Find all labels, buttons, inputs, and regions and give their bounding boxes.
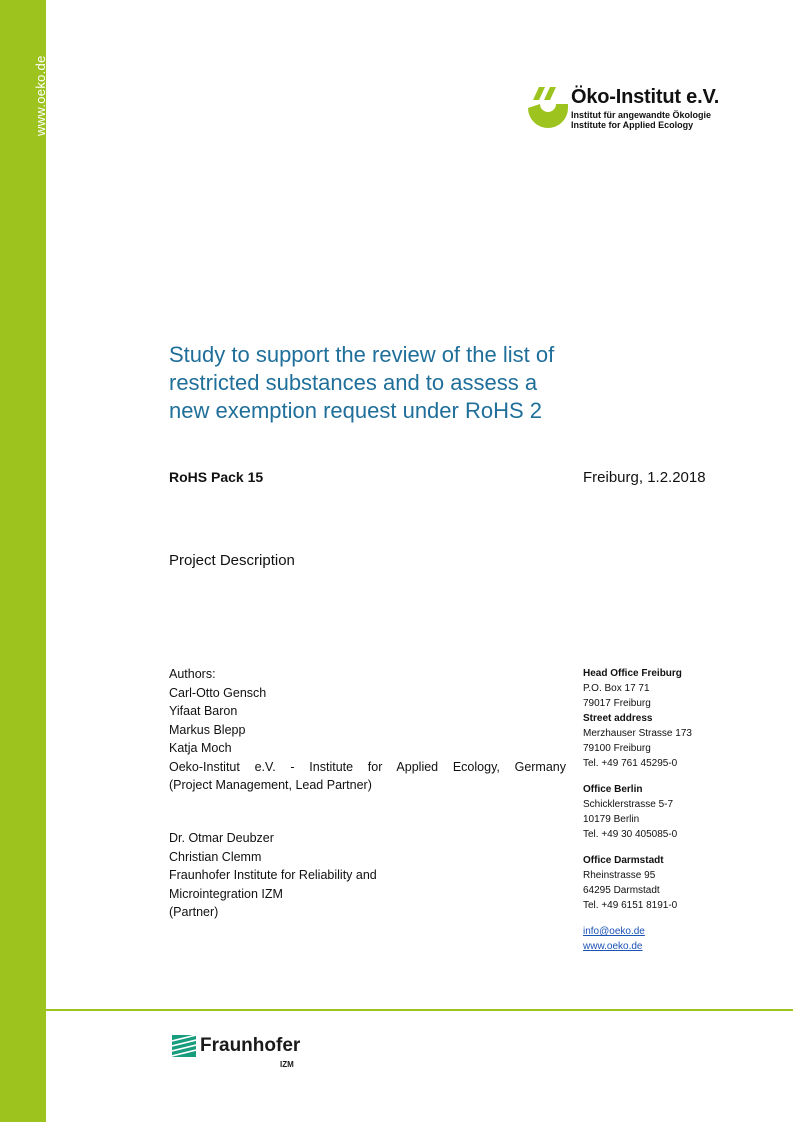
head-office-street-city: 79100 Freiburg [583,743,651,754]
sidebar-strip [0,0,46,1122]
darmstadt-office-street: Rheinstrasse 95 [583,870,656,881]
fraunhofer-izm: IZM [280,1060,294,1069]
berlin-office-tel: Tel. +49 30 405085-0 [583,829,678,840]
fraunhofer-logo [172,1033,312,1073]
partners-block [169,829,566,922]
logo-subtitle-de: Institut für angewandte Ökologie [571,110,712,120]
author-name: Markus Blepp [169,722,246,737]
darmstadt-office-tel: Tel. +49 6151 8191-0 [583,900,678,911]
oeko-institut-logo [526,84,736,134]
sidebar-url: www.oeko.de [33,55,48,136]
partner-name: Dr. Otmar Deubzer [169,831,274,845]
fraunhofer-name: Fraunhofer [200,1035,301,1056]
authors-block [169,665,566,795]
logo-name: Öko-Institut e.V. [571,86,720,108]
berlin-office-street: Schicklerstrasse 5-7 [583,799,674,810]
document-date: Freiburg, 1.2.2018 [583,469,706,486]
fraunhofer-stripes-icon [172,1035,196,1057]
partner-name: Christian Clemm [169,849,262,864]
oeko-leaf-logo-icon [526,84,570,130]
head-office-box: P.O. Box 17 71 [583,683,650,694]
head-office-street: Merzhauser Strasse 173 [583,728,692,739]
head-office-heading: Head Office Freiburg [583,668,682,679]
email-link[interactable]: info@oeko.de [583,926,645,937]
street-address-heading: Street address [583,713,653,724]
logo-subtitle-en: Institute for Applied Ecology [571,120,694,130]
berlin-office-heading: Office Berlin [583,784,643,795]
author-role: (Project Management, Lead Partner) [169,778,372,792]
head-office-city: 79017 Freiburg [583,698,651,709]
author-name: Carl-Otto Gensch [169,685,267,700]
darmstadt-office-city: 64295 Darmstadt [583,885,660,896]
berlin-office-city: 10179 Berlin [583,814,640,825]
office-addresses [583,666,783,954]
author-organization: Oeko-Institut e.V. - Institute for Applied Ecology, Germany [169,759,566,774]
head-office-tel: Tel. +49 761 45295-0 [583,758,678,769]
partner-organization-cont: Microintegration IZM [169,886,283,901]
authors-label: Authors: [169,667,216,681]
document-title: Study to support the review of the list of restricted substances and to assess a new exemption request under RoHS 2 [169,342,555,423]
author-name: Katja Moch [169,741,232,755]
partner-organization: Fraunhofer Institute for Reliability and [169,868,377,882]
website-link[interactable]: www.oeko.de [583,941,643,952]
footer-divider [46,1009,793,1011]
pack-label: RoHS Pack 15 [169,469,264,485]
document-type: Project Description [169,552,295,569]
partner-role: (Partner) [169,905,219,919]
author-name: Yifaat Baron [169,704,238,718]
darmstadt-office-heading: Office Darmstadt [583,855,664,866]
